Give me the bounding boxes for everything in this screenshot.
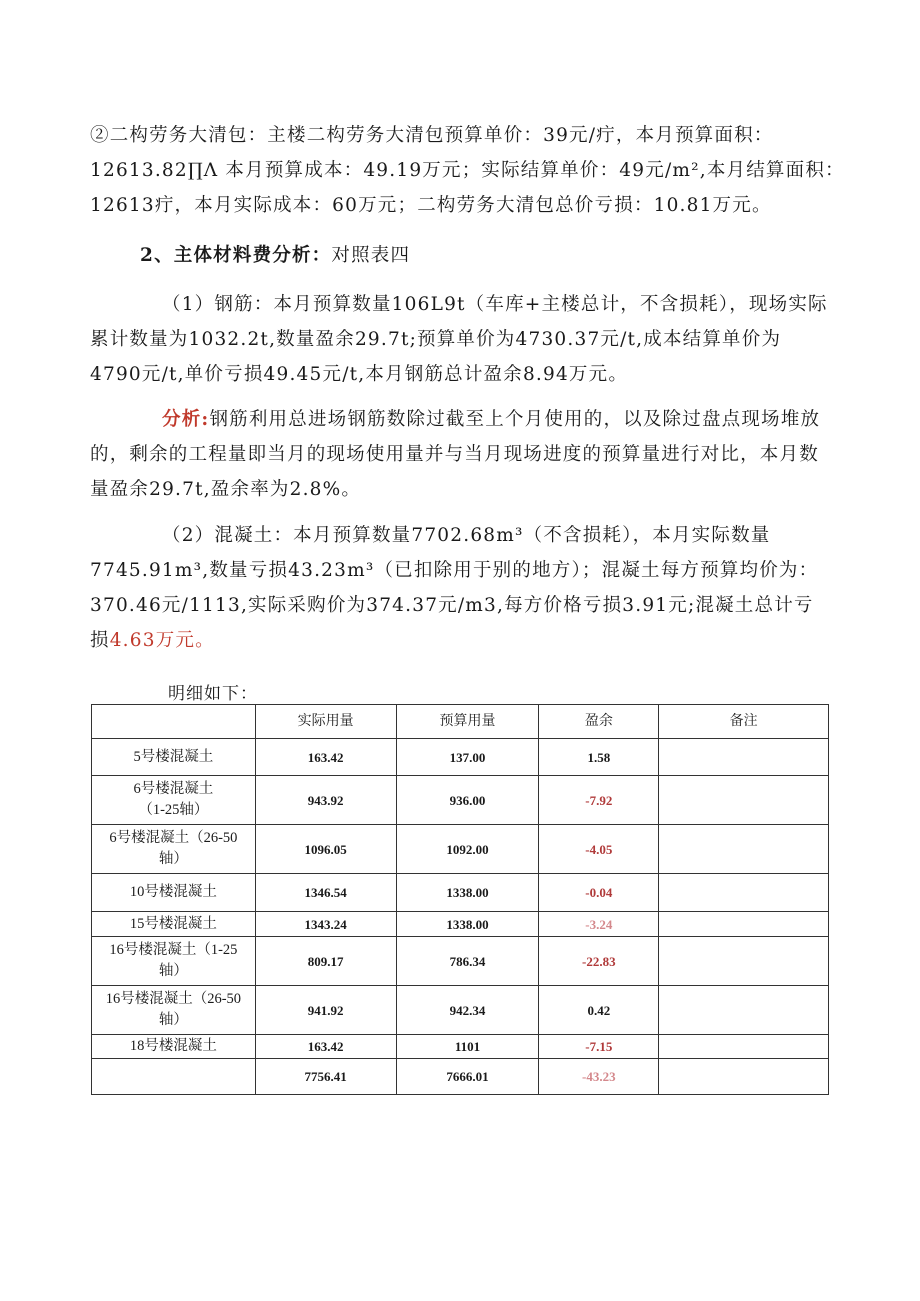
text-line: 累计数量为1032.2t,数量盈余29.7t;预算单价为4730.37元/t,成本结算单价为 [90, 329, 782, 350]
surplus-cell: -3.24 [539, 912, 659, 937]
surplus-cell: -7.15 [539, 1035, 659, 1059]
note-cell [659, 912, 829, 937]
text-line: 370.46元/1113,实际采购价为374.37元/m3,每方价格亏损3.91元;混凝土总计亏 [90, 595, 814, 616]
row-name-cell: 16号楼混凝土（26-50 轴） [92, 986, 256, 1035]
budget-cell: 1338.00 [396, 874, 539, 912]
actual-cell: 7756.41 [255, 1059, 396, 1095]
header-cell: 备注 [659, 705, 829, 739]
actual-cell: 1346.54 [255, 874, 396, 912]
surplus-cell: -7.92 [539, 776, 659, 825]
section-heading-title: 2、主体材料费分析： [140, 245, 332, 266]
header-cell: 实际用量 [255, 705, 396, 739]
text-line: （1）钢筋：本月预算数量106L9t（车库+主楼总计，不含损耗），现场实际 [162, 294, 828, 315]
row-name-cell: 15号楼混凝土 [92, 912, 256, 937]
analysis-label: 分析: [162, 409, 210, 430]
table-row [92, 776, 829, 825]
budget-cell: 936.00 [396, 776, 539, 825]
actual-cell: 943.92 [255, 776, 396, 825]
row-name-cell: 16号楼混凝土（1-25 轴） [92, 937, 256, 986]
table-row [92, 874, 829, 912]
actual-cell: 941.92 [255, 986, 396, 1035]
row-name-cell: 18号楼混凝土 [92, 1035, 256, 1059]
actual-cell: 163.42 [255, 1035, 396, 1059]
table-row [92, 739, 829, 776]
budget-cell: 1101 [396, 1035, 539, 1059]
row-name-cell: 6号楼混凝土（26-50 轴） [92, 825, 256, 874]
section-heading [140, 238, 900, 273]
row-name-cell: 10号楼混凝土 [92, 874, 256, 912]
text-line: 7745.91m³,数量亏损43.23m³（已扣除用于别的地方）；混凝土每方预算均价为： [90, 560, 819, 581]
steel-paragraph [90, 287, 850, 392]
row-name-cell: 5号楼混凝土 [92, 739, 256, 776]
text-line [90, 623, 850, 658]
text-line: 4790元/t,单价亏损49.45元/t,本月钢筋总计盈余8.94万元。 [90, 364, 629, 385]
analysis-paragraph [90, 402, 850, 507]
note-cell [659, 937, 829, 986]
budget-cell: 786.34 [396, 937, 539, 986]
budget-cell: 942.34 [396, 986, 539, 1035]
surplus-cell: -43.23 [539, 1059, 659, 1095]
surplus-cell: -4.05 [539, 825, 659, 874]
note-cell [659, 1035, 829, 1059]
note-cell [659, 825, 829, 874]
section-heading-tail: 对照表四 [331, 245, 411, 266]
header-cell [92, 705, 256, 739]
note-cell [659, 874, 829, 912]
header-cell: 盈余 [539, 705, 659, 739]
table-row [92, 1035, 829, 1059]
note-cell [659, 739, 829, 776]
concrete-detail-table [91, 704, 829, 1095]
surplus-cell: 1.58 [539, 739, 659, 776]
analysis-line-text: 钢筋利用总进场钢筋数除过截至上个月使用的，以及除过盘点现场堆放 [209, 409, 821, 430]
table-row [92, 825, 829, 874]
text-line [90, 402, 850, 437]
actual-cell: 1096.05 [255, 825, 396, 874]
note-cell [659, 986, 829, 1035]
budget-cell: 137.00 [396, 739, 539, 776]
text-line: 量盈余29.7t,盈余率为2.8%。 [90, 479, 362, 500]
text-line: （2）混凝土：本月预算数量7702.68m³（不含损耗），本月实际数量 [162, 525, 771, 546]
note-cell [659, 776, 829, 825]
row-name-cell: 6号楼混凝土 （1-25轴） [92, 776, 256, 825]
text-line: 的，剩余的工程量即当月的现场使用量并与当月现场进度的预算量进行对比，本月数 [90, 444, 819, 465]
table-body [92, 705, 829, 1095]
surplus-cell: 0.42 [539, 986, 659, 1035]
header-cell: 预算用量 [396, 705, 539, 739]
table-row [92, 912, 829, 937]
budget-cell: 1092.00 [396, 825, 539, 874]
budget-cell: 7666.01 [396, 1059, 539, 1095]
concrete-last-prefix: 损 [90, 630, 110, 651]
table-row [92, 1059, 829, 1095]
surplus-cell: -22.83 [539, 937, 659, 986]
concrete-loss-amount: 4.63万元。 [109, 630, 215, 651]
labor-package-paragraph [90, 118, 850, 223]
table-caption: 明细如下： [168, 684, 258, 704]
table-row [92, 986, 829, 1035]
actual-cell: 163.42 [255, 739, 396, 776]
table-row [92, 937, 829, 986]
note-cell [659, 1059, 829, 1095]
surplus-cell: -0.04 [539, 874, 659, 912]
text-line: 12613.82∏Λ 本月预算成本：49.19万元；实际结算单价：49元/m²,本月结算面积： [90, 160, 845, 181]
text-line: ②二构劳务大清包：主楼二构劳务大清包预算单价：39元/疔，本月预算面积： [90, 125, 774, 146]
concrete-paragraph [90, 518, 850, 658]
budget-cell: 1338.00 [396, 912, 539, 937]
actual-cell: 1343.24 [255, 912, 396, 937]
actual-cell: 809.17 [255, 937, 396, 986]
text-line: 12613疔，本月实际成本：60万元；二构劳务大清包总价亏损：10.81万元。 [90, 195, 772, 216]
table-header-row [92, 705, 829, 739]
row-name-cell [92, 1059, 256, 1095]
